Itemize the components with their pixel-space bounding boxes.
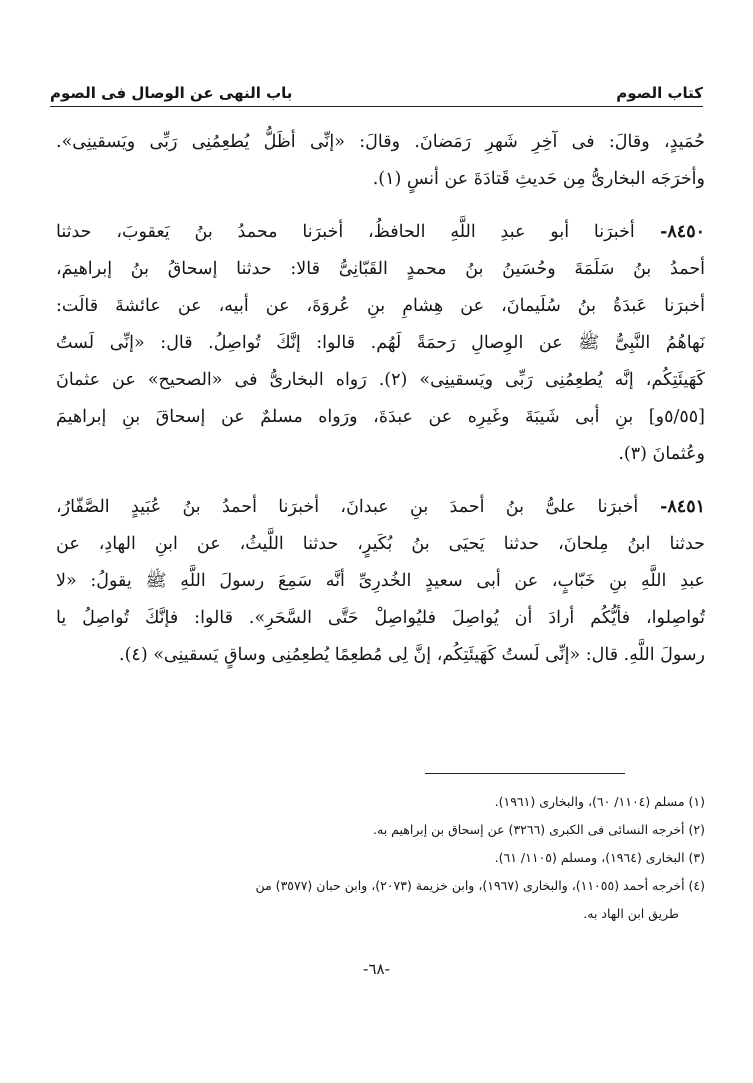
text-line: رسولَ اللَّهِ. قال: «إنِّى لَستُ كَهَيئَتِكُم، إنَّ لِى مُطعِمًا يُطعِمُنِى وساقٍ يَسقينِى» (٤). [119,645,705,665]
text-line: كَهَيئَتِكُم، إنَّه يُطعِمُنِى رَبِّى ويَسقينِى» (٢). رَواه البخارىُّ فى «الصحيح» عن عثمانَ [56,370,705,390]
hadith-8451-line [56,489,705,526]
main-text [56,124,705,674]
footnote-divider [425,773,625,774]
text-line: عبدِ اللَّهِ بنِ خَبّابٍ، عن أبى سعيدٍ الخُدرِىِّ أنَّه سَمِعَ رسولَ اللَّهِ ﷺ يقولُ: «لا [56,571,705,591]
text-line: أخبرَنا عَبدَةُ بنُ سُلَيمانَ، عن هِشامِ بنِ عُروَةَ، عن أبيه، عن عائشةَ قالَت: [56,296,705,316]
text-line: تُواصِلوا، فأيُّكُم أرادَ أن يُواصِلَ فليُواصِلْ حَتَّى السَّحَرِ». قالوا: فإنَّكَ تُواصِلُ يا [56,608,705,628]
hadith-number: ٨٤٥١- [638,497,705,517]
hadith-number: ٨٤٥٠- [634,222,705,242]
book-title: كتاب الصوم [616,84,703,102]
chapter-title: باب النهى عن الوصال فى الصوم [50,84,293,102]
text-line: أخبرَنا علىُّ بنُ أحمدَ بنِ عبدانَ، أخبرَنا أحمدُ بنُ عُبَيدٍ الصَّفّارُ، [56,497,639,517]
text-line: وأخرَجَه البخارىُّ مِن حَديثِ قَتادَةَ عن أنسٍ (١). [372,169,705,189]
text-line: أخبرَنا أبو عبدِ اللَّهِ الحافظُ، أخبرَنا محمدُ بنُ يَعقوبَ، حدثنا [56,222,635,242]
text-line: نَهاهُمُ النَّبِىُّ ﷺ عن الوِصالِ رَحمَةً لَهُم. قالوا: إنَّكَ تُواصِلُ. قال: «إنِّى لَستُ [56,333,705,353]
footnote-continuation: طريق ابن الهاد به. [583,906,679,921]
text-line: وعُثمانَ (٣). [618,444,705,464]
footnote: (٤) أخرجه أحمد (١١٠٥٥)، والبخارى (١٩٦٧)، وابن خزيمة (٢٠٧٣)، وابن حبان (٣٥٧٧) من [255,878,705,893]
text-line: [٥/٥٥و] بنِ أبى شَيبَةَ وغَيرِه عن عبدَةَ، ورَواه مسلمٌ عن إسحاقَ بنِ إبراهيمَ [56,407,705,427]
footnote: (٢) أخرجه النسائى فى الكبرى (٣٢٦٦) عن إسحاق بن إبراهيم به. [373,822,705,837]
running-header [50,76,703,102]
footnote: (٣) البخارى (١٩٦٤)، ومسلم (١١٠٥/ ٦١). [494,850,705,865]
text-line: حُمَيدٍ، وقالَ: فى آخِرِ شَهرِ رَمَضانَ. وقالَ: «إنِّى أظَلُّ يُطعِمُنِى رَبِّى ويَسقينِى». [56,132,705,152]
hadith-8450-line [56,214,705,251]
text-line: أحمدُ بنُ سَلَمَةَ وحُسَينُ بنُ محمدٍ القَبّانِىُّ قالا: حدثنا إسحاقُ بنُ إبراهيمَ، [56,259,705,279]
footnote: (١) مسلم (١١٠٤/ ٦٠)، والبخارى (١٩٦١). [494,794,705,809]
page-number: -٦٨- [363,960,390,978]
footnotes [56,788,705,928]
text-line: حدثنا ابنُ مِلحانَ، حدثنا يَحيَى بنُ بُكَيرٍ، حدثنا اللَّيثُ، عن ابنِ الهادِ، عن [56,534,705,554]
header-divider [50,106,703,107]
